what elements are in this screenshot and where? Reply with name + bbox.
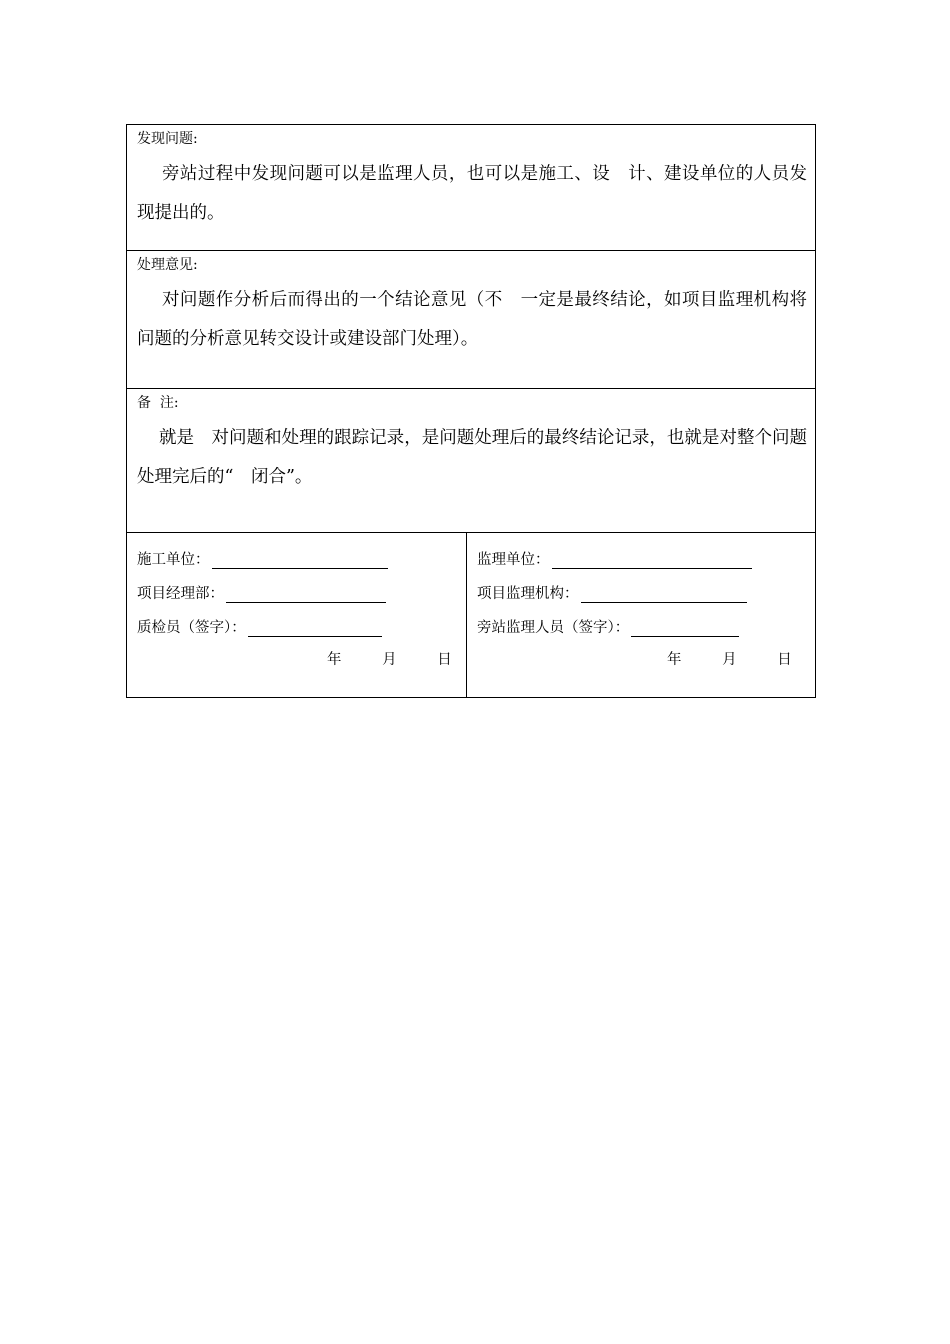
onsite-supervisor-label: 旁站监理人员（签字）： xyxy=(477,620,630,636)
contractor-unit-blank[interactable] xyxy=(212,554,388,569)
supervisor-date-year: 年 xyxy=(667,652,682,668)
supervisor-signature-block xyxy=(467,533,815,697)
issue-found-label: 发现问题: xyxy=(137,131,198,147)
project-manager-dept-label: 项目经理部： xyxy=(137,586,224,602)
supervisor-date xyxy=(667,651,792,669)
supervisor-unit-label: 监理单位： xyxy=(477,552,550,568)
project-manager-dept-line xyxy=(137,585,386,603)
quality-inspector-label: 质检员（签字）： xyxy=(137,620,246,636)
contractor-unit-line xyxy=(137,551,388,569)
contractor-date-year: 年 xyxy=(327,652,342,668)
supervision-record-form xyxy=(126,124,816,698)
contractor-date-month: 月 xyxy=(382,652,397,668)
remarks-label: 备 注: xyxy=(137,395,179,411)
contractor-date xyxy=(327,651,452,669)
supervisor-unit-line xyxy=(477,551,752,569)
project-supervision-org-label: 项目监理机构： xyxy=(477,586,579,602)
project-manager-dept-blank[interactable] xyxy=(226,588,386,603)
handling-opinion-label: 处理意见: xyxy=(137,257,198,273)
issue-found-text: 旁站过程中发现问题可以是监理人员，也可以是施工、设 计、建设单位的人员发现提出的。 xyxy=(137,164,807,223)
supervisor-unit-blank[interactable] xyxy=(552,554,752,569)
quality-inspector-signature-blank[interactable] xyxy=(248,622,382,637)
contractor-signature-block xyxy=(127,533,467,697)
remarks-section xyxy=(127,389,815,533)
remarks-text: 就是 对问题和处理的跟踪记录，是问题处理后的最终结论记录，也就是对整个问题处理完后的“ 闭合”。 xyxy=(137,428,807,487)
signature-row xyxy=(127,533,815,697)
supervisor-date-day: 日 xyxy=(777,652,792,668)
contractor-unit-label: 施工单位： xyxy=(137,552,210,568)
onsite-supervisor-line xyxy=(477,619,739,637)
onsite-supervisor-signature-blank[interactable] xyxy=(631,622,739,637)
issue-found-section xyxy=(127,125,815,251)
contractor-date-day: 日 xyxy=(437,652,452,668)
supervisor-date-month: 月 xyxy=(722,652,737,668)
quality-inspector-line xyxy=(137,619,382,637)
handling-opinion-section xyxy=(127,251,815,389)
project-supervision-org-line xyxy=(477,585,747,603)
handling-opinion-text: 对问题作分析后而得出的一个结论意见（不 一定是最终结论，如项目监理机构将问题的分析意见转交设计或建设部门处理）。 xyxy=(137,290,807,349)
project-supervision-org-blank[interactable] xyxy=(581,588,747,603)
